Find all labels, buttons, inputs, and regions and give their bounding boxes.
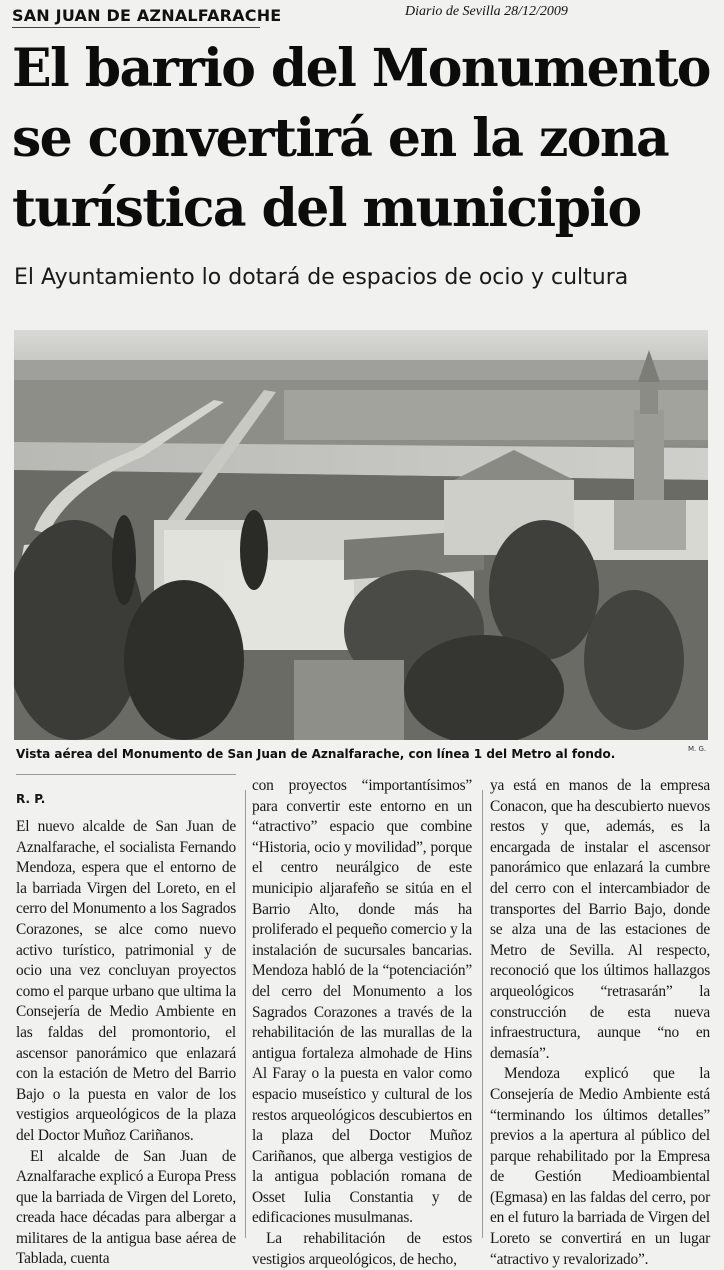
body-paragraph: Mendoza explicó que la Consejería de Medio Ambiente está “terminando los últimos detalles” previos a la apertura al público del parque rehabilitado por la Empresa de Gestión Medioambiental (Egmasa) en las faldas del cerro, por en el futuro la barriada de Virgen del Loreto se convertirá en un lugar “atractivo y revalorizado”. — [490, 1064, 710, 1270]
photo-caption: Vista aérea del Monumento de San Juan de Aznalfarache, con línea 1 del Metro al fondo. — [16, 747, 656, 761]
subheadline: El Ayuntamiento lo dotará de espacios de ocio y cultura — [14, 263, 714, 293]
byline-rule — [16, 774, 236, 775]
body-paragraph: El nuevo alcalde de San Juan de Aznalfarache, el socialista Fernando Mendoza, espera que el entorno de la barriada Virgen del Loreto, en el cerro del Monumento a los Sagrados Corazones, se alce como nuevo activo turístico, patrimonial y de ocio una vez concluyan proyectos como el parque urbano que ultima la Consejería de Medio Ambiente en las faldas del promontorio, el ascensor panorámico que enlazará con la estación de Metro del Barrio Bajo o la puesta en valor de los vestigios arqueológicos de la plaza del Doctor Muñoz Cariñanos. — [16, 817, 236, 1147]
aerial-photo — [14, 330, 708, 740]
column-divider — [245, 790, 246, 1238]
section-rule — [12, 27, 260, 28]
body-column-1 — [16, 817, 236, 1270]
body-paragraph: La rehabilitación de estos vestigios arqueológicos, de hecho, — [252, 1229, 472, 1270]
body-paragraph: ya está en manos de la empresa Conacon, que ha descubierto nuevos restos y que, además, es la encargada de instalar el ascensor panorámico que enlazará la cumbre del cerro con el intercambiador de transportes del Barrio Bajo, donde se alza una de las estaciones de Metro de Sevilla. Al respecto, reconoció que los últimos hallazgos arqueológicos “retrasarán” la construcción de esta nueva infraestructura, aunque “no en demasía”. — [490, 776, 710, 1064]
body-paragraph: con proyectos “importantísimos” para convertir este entorno en un “atractivo” espacio que combine “Historia, ocio y movilidad”, porque el centro neurálgico de este municipio aljarafeño se sitúa en el Barrio Alto, donde más ha proliferado el pequeño comercio y la instalación de sucursales bancarias. Mendoza habló de la “potenciación” del cerro del Monumento a los Sagrados Corazones a través de la rehabilitación de las murallas de la antigua fortaleza almohade de Hins Al Faray o la puesta en valor como espacio museístico y cultural de los restos arqueológicos descubiertos en la plaza del Doctor Muñoz Cariñanos, que alberga vestigios de la antigua población romana de Osset Iulia Constantia y de edificaciones musulmanas. — [252, 776, 472, 1229]
body-paragraph: El alcalde de San Juan de Aznalfarache explicó a Europa Press que la barriada de Virgen del Loreto, creada hace décadas para albergar a militares de la antigua base aérea de Tablada, cuenta — [16, 1147, 236, 1270]
body-column-2 — [252, 776, 472, 1270]
photo-credit: M. G. — [688, 745, 706, 753]
source-and-date: Diario de Sevilla 28/12/2009 — [405, 4, 568, 20]
headline: El barrio del Monumento se convertirá en la zona turística del municipio — [12, 34, 712, 244]
section-label: SAN JUAN DE AZNALFARACHE — [12, 6, 281, 25]
body-column-3 — [490, 776, 710, 1270]
byline: R. P. — [16, 792, 45, 806]
column-divider — [482, 790, 483, 1238]
